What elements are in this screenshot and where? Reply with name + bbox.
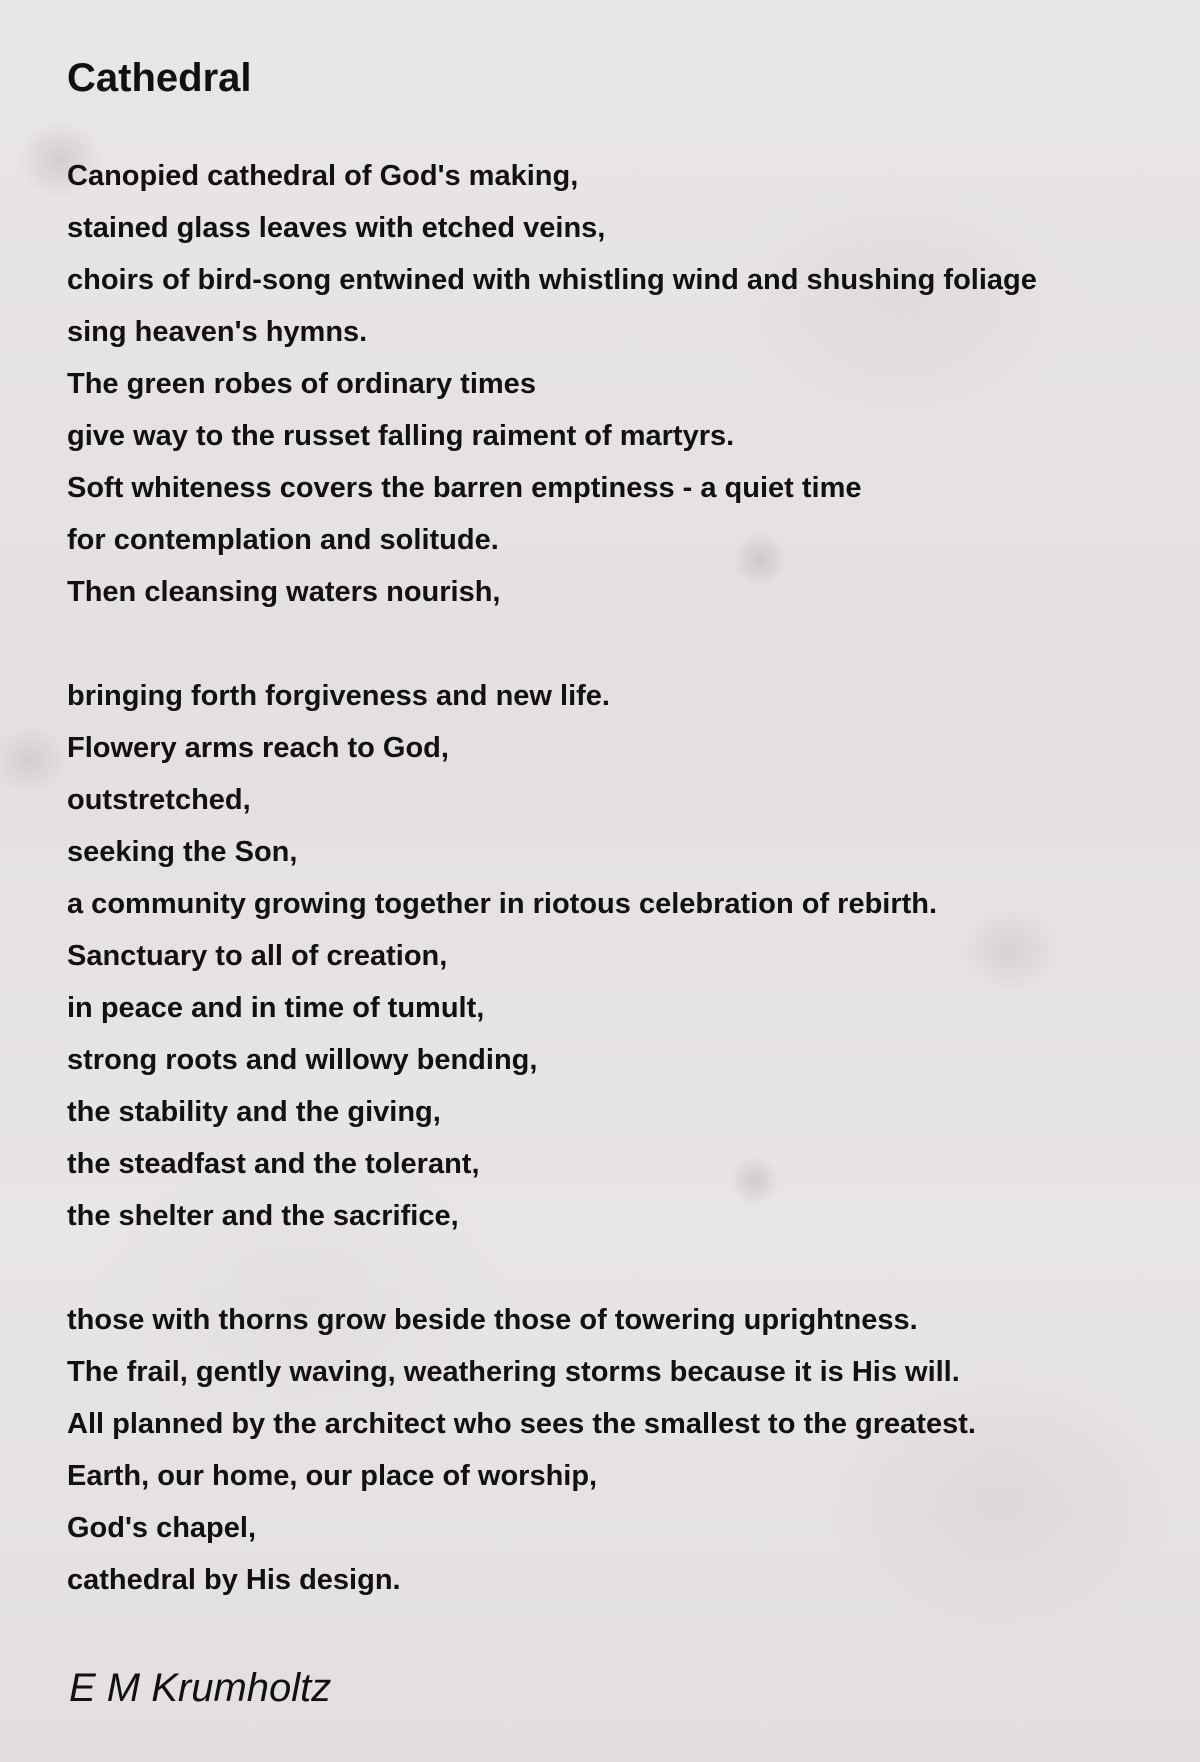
poem-line: sing heaven's hymns. [67,316,368,348]
poem-line: seeking the Son, [67,836,298,868]
poem-line: Flowery arms reach to God, [67,732,449,764]
poem-line: for contemplation and solitude. [67,524,499,556]
stanza-3 [67,1294,1177,1606]
poem-line: Canopied cathedral of God's making, [67,160,579,192]
stanza-1 [67,150,1177,618]
poem-line: Then cleansing waters nourish, [67,576,501,608]
poem-line: in peace and in time of tumult, [67,992,485,1024]
poem-title: Cathedral [67,56,252,100]
poem-line: Earth, our home, our place of worship, [67,1460,598,1492]
poem-line: cathedral by His design. [67,1564,401,1596]
poem-line: those with thorns grow beside those of towering uprightness. [67,1304,918,1336]
poem-line: God's chapel, [67,1512,256,1544]
poem-line: Sanctuary to all of creation, [67,940,448,972]
poem-line: bringing forth forgiveness and new life. [67,680,610,712]
poem-body [67,150,1177,1658]
stanza-2 [67,670,1177,1242]
poem-line: The green robes of ordinary times [67,368,536,400]
poem-line: outstretched, [67,784,251,816]
poem-line: stained glass leaves with etched veins, [67,212,606,244]
poem-line: give way to the russet falling raiment of martyrs. [67,420,735,452]
poem-line: The frail, gently waving, weathering storms because it is His will. [67,1356,960,1388]
poem-line: choirs of bird-song entwined with whistling wind and shushing foliage [67,264,1037,296]
poem-line: strong roots and willowy bending, [67,1044,538,1076]
poem-line: the steadfast and the tolerant, [67,1148,480,1180]
poem-line: the stability and the giving, [67,1096,441,1128]
poem-line: a community growing together in riotous celebration of rebirth. [67,888,938,920]
poem-line: the shelter and the sacrifice, [67,1200,459,1232]
poem-author: E M Krumholtz [69,1666,332,1710]
poem-line: Soft whiteness covers the barren emptiness - a quiet time [67,472,862,504]
poem-line: All planned by the architect who sees the smallest to the greatest. [67,1408,976,1440]
